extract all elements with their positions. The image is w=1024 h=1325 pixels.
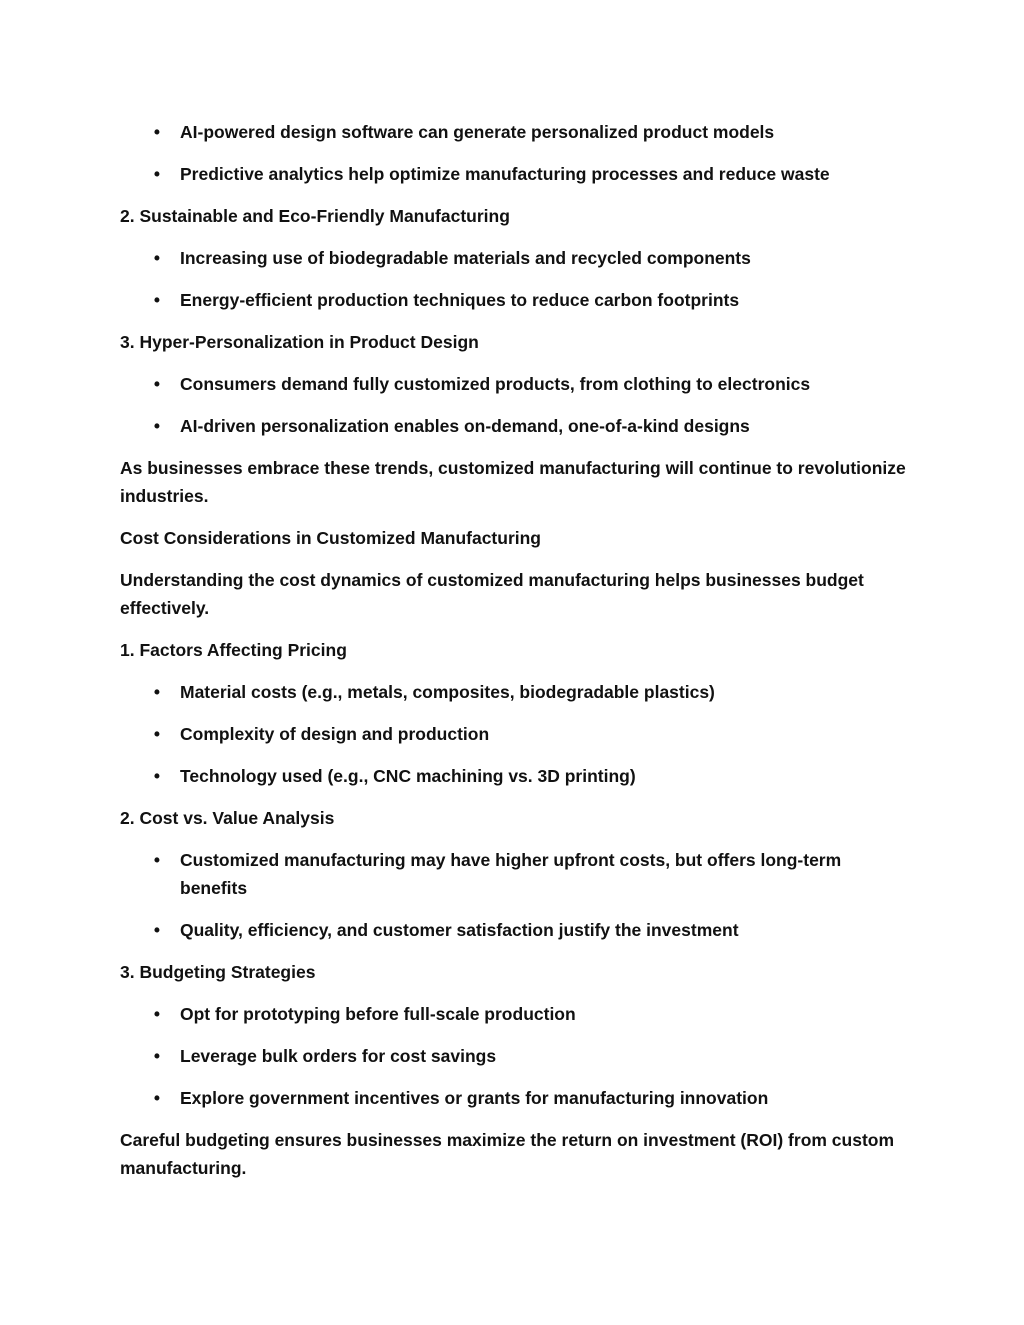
list-item bbox=[120, 846, 910, 902]
list-item bbox=[120, 1042, 910, 1070]
list-item-text: Leverage bulk orders for cost savings bbox=[180, 1046, 497, 1066]
list-item bbox=[120, 1000, 910, 1028]
list-item bbox=[120, 244, 910, 272]
bullet-dot: • bbox=[153, 850, 161, 870]
bullet-list bbox=[120, 370, 910, 440]
list-item bbox=[120, 286, 910, 314]
list-item bbox=[120, 1084, 910, 1112]
list-item bbox=[120, 916, 910, 944]
bullet-dot: • bbox=[153, 1004, 161, 1024]
list-item-text: Customized manufacturing may have higher upfront costs, but offers long-term benefits bbox=[180, 850, 842, 898]
bullet-dot: • bbox=[153, 682, 161, 702]
list-item-text: AI-driven personalization enables on-demand, one-of-a-kind designs bbox=[180, 416, 750, 436]
list-item bbox=[120, 720, 910, 748]
bullet-dot: • bbox=[153, 724, 161, 744]
section-title: Cost Considerations in Customized Manufacturing bbox=[120, 528, 541, 548]
list-item bbox=[120, 160, 910, 188]
list-item-text: Predictive analytics help optimize manufacturing processes and reduce waste bbox=[180, 164, 830, 184]
bullet-list bbox=[120, 118, 910, 188]
bullet-dot: • bbox=[153, 374, 161, 394]
paragraph: Careful budgeting ensures businesses maximize the return on investment (ROI) from custom manufacturing. bbox=[120, 1130, 895, 1178]
list-item bbox=[120, 370, 910, 398]
bullet-dot: • bbox=[153, 1046, 161, 1066]
bullet-dot: • bbox=[153, 248, 161, 268]
list-item-text: Technology used (e.g., CNC machining vs. 3D printing) bbox=[180, 766, 636, 786]
section-heading: 2. Sustainable and Eco-Friendly Manufacturing bbox=[120, 206, 510, 226]
list-item-text: Explore government incentives or grants for manufacturing innovation bbox=[180, 1088, 769, 1108]
list-item bbox=[120, 762, 910, 790]
bullet-list bbox=[120, 678, 910, 790]
bullet-dot: • bbox=[153, 920, 161, 940]
bullet-dot: • bbox=[153, 122, 161, 142]
list-item bbox=[120, 118, 910, 146]
bullet-dot: • bbox=[153, 290, 161, 310]
list-item bbox=[120, 412, 910, 440]
bullet-dot: • bbox=[153, 164, 161, 184]
bullet-dot: • bbox=[153, 416, 161, 436]
section-heading: 3. Budgeting Strategies bbox=[120, 962, 316, 982]
bullet-list bbox=[120, 1000, 910, 1112]
bullet-dot: • bbox=[153, 766, 161, 786]
list-item-text: Increasing use of biodegradable materials and recycled components bbox=[180, 248, 751, 268]
list-item-text: Material costs (e.g., metals, composites, biodegradable plastics) bbox=[180, 682, 715, 702]
list-item bbox=[120, 678, 910, 706]
list-item-text: Energy-efficient production techniques to reduce carbon footprints bbox=[180, 290, 740, 310]
list-item-text: Complexity of design and production bbox=[180, 724, 490, 744]
section-heading: 2. Cost vs. Value Analysis bbox=[120, 808, 335, 828]
section-heading: 1. Factors Affecting Pricing bbox=[120, 640, 347, 660]
paragraph: Understanding the cost dynamics of customized manufacturing helps businesses budget effectively. bbox=[120, 570, 864, 618]
bullet-list bbox=[120, 244, 910, 314]
list-item-text: AI-powered design software can generate personalized product models bbox=[180, 122, 775, 142]
list-item-text: Consumers demand fully customized products, from clothing to electronics bbox=[180, 374, 811, 394]
list-item-text: Opt for prototyping before full-scale production bbox=[180, 1004, 576, 1024]
section-heading: 3. Hyper-Personalization in Product Design bbox=[120, 332, 479, 352]
bullet-list bbox=[120, 846, 910, 944]
bullet-dot: • bbox=[153, 1088, 161, 1108]
paragraph: As businesses embrace these trends, customized manufacturing will continue to revolutionize industries. bbox=[120, 458, 906, 506]
document-body bbox=[120, 118, 910, 1196]
list-item-text: Quality, efficiency, and customer satisfaction justify the investment bbox=[180, 920, 739, 940]
